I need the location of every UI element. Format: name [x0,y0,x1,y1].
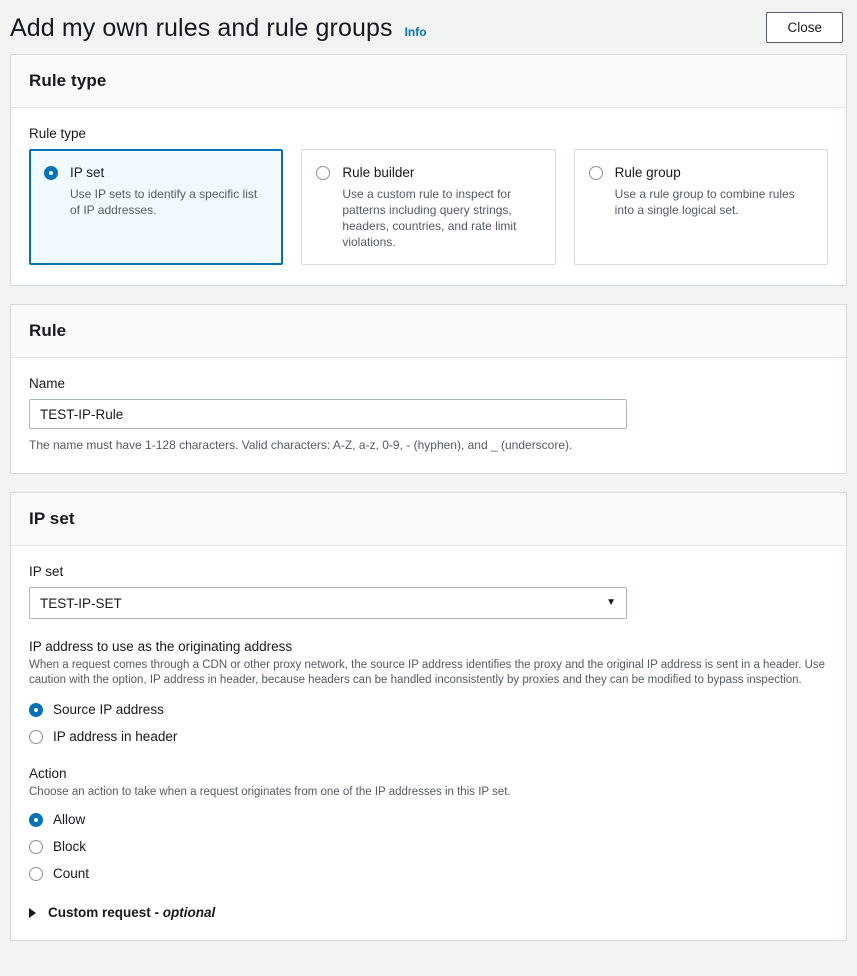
ip-set-card-header [11,493,846,546]
page-title: Add my own rules and rule groups [10,14,393,42]
action-option-count-label: Count [53,866,90,881]
originating-option-header-ip[interactable] [29,729,828,744]
rule-name-input[interactable] [29,399,627,429]
close-button[interactable]: Close [766,12,843,43]
rule-type-heading: Rule type [29,71,107,90]
rule-type-option-rule-builder[interactable] [301,149,555,265]
action-label: Action [29,766,67,781]
action-option-count[interactable] [29,866,828,881]
info-link[interactable]: Info [404,25,427,39]
originating-option-source-ip-label: Source IP address [53,702,164,717]
rule-type-option-rule-builder-title: Rule builder [342,165,415,180]
rule-type-option-ip-set-title: IP set [70,165,105,180]
rule-type-card-body [11,108,846,285]
radio-allow[interactable] [29,813,43,827]
originating-option-source-ip[interactable] [29,702,828,717]
rule-type-option-rule-builder-desc: Use a custom rule to inspect for patterns including query strings, headers, countries, and rate limit violations. [342,187,517,249]
radio-rule-builder[interactable] [316,166,330,180]
radio-ip-address-in-header[interactable] [29,730,43,744]
rule-type-option-rule-group-text [615,164,813,250]
page-header [0,0,857,54]
radio-rule-group[interactable] [589,166,603,180]
action-description: Choose an action to take when a request originates from one of the IP addresses in this IP set. [29,786,511,798]
action-option-allow[interactable] [29,812,828,827]
action-option-allow-label: Allow [53,812,86,827]
radio-count[interactable] [29,867,43,881]
rule-card-header [11,305,846,358]
action-option-block-label: Block [53,839,87,854]
rule-card [10,304,847,474]
radio-block[interactable] [29,840,43,854]
radio-ip-set[interactable] [44,166,58,180]
title-wrap [10,12,427,44]
ip-set-card-body [11,546,846,940]
rule-type-option-ip-set[interactable] [29,149,283,265]
rule-type-option-rule-group[interactable] [574,149,828,265]
rule-type-card-header [11,55,846,108]
radio-source-ip-address[interactable] [29,703,43,717]
chevron-right-icon [29,908,36,918]
custom-request-expander-optional: optional [162,905,216,920]
rule-type-option-ip-set-text [70,164,268,250]
rule-type-options [29,149,828,265]
originating-option-header-ip-label: IP address in header [53,729,178,744]
ip-set-heading: IP set [29,509,75,528]
rule-type-option-rule-group-title: Rule group [614,165,681,180]
rule-type-card [10,54,847,286]
rule-type-option-rule-builder-text [342,164,540,250]
rule-type-field-label: Rule type [29,126,87,141]
custom-request-expander-label [48,905,215,920]
ip-set-select-label: IP set [29,564,64,579]
rule-card-body [11,358,846,473]
rule-name-label: Name [29,376,66,391]
rule-type-option-ip-set-desc: Use IP sets to identify a specific list of IP addresses. [70,187,258,217]
custom-request-expander[interactable] [29,905,828,920]
ip-set-select[interactable] [29,587,627,619]
originating-address-label: IP address to use as the originating address [29,639,293,654]
rule-heading: Rule [29,321,67,340]
originating-address-description: When a request comes through a CDN or other proxy network, the source IP address identifies the proxy and the original IP address is sent in a header. Use caution with the option, IP address in header, because headers can be handled inconsistently by proxies and they can be modified to bypass inspection. [29,659,826,686]
ip-set-select-value: TEST-IP-SET [40,595,122,611]
rule-type-option-rule-group-desc: Use a rule group to combine rules into a single logical set. [614,187,795,217]
rule-name-hint: The name must have 1-128 characters. Valid characters: A-Z, a-z, 0-9, - (hyphen), and _ (underscore). [29,438,573,452]
ip-set-card [10,492,847,941]
action-option-block[interactable] [29,839,828,854]
custom-request-expander-text: Custom request - [48,905,163,920]
chevron-down-icon: ▼ [606,597,616,608]
